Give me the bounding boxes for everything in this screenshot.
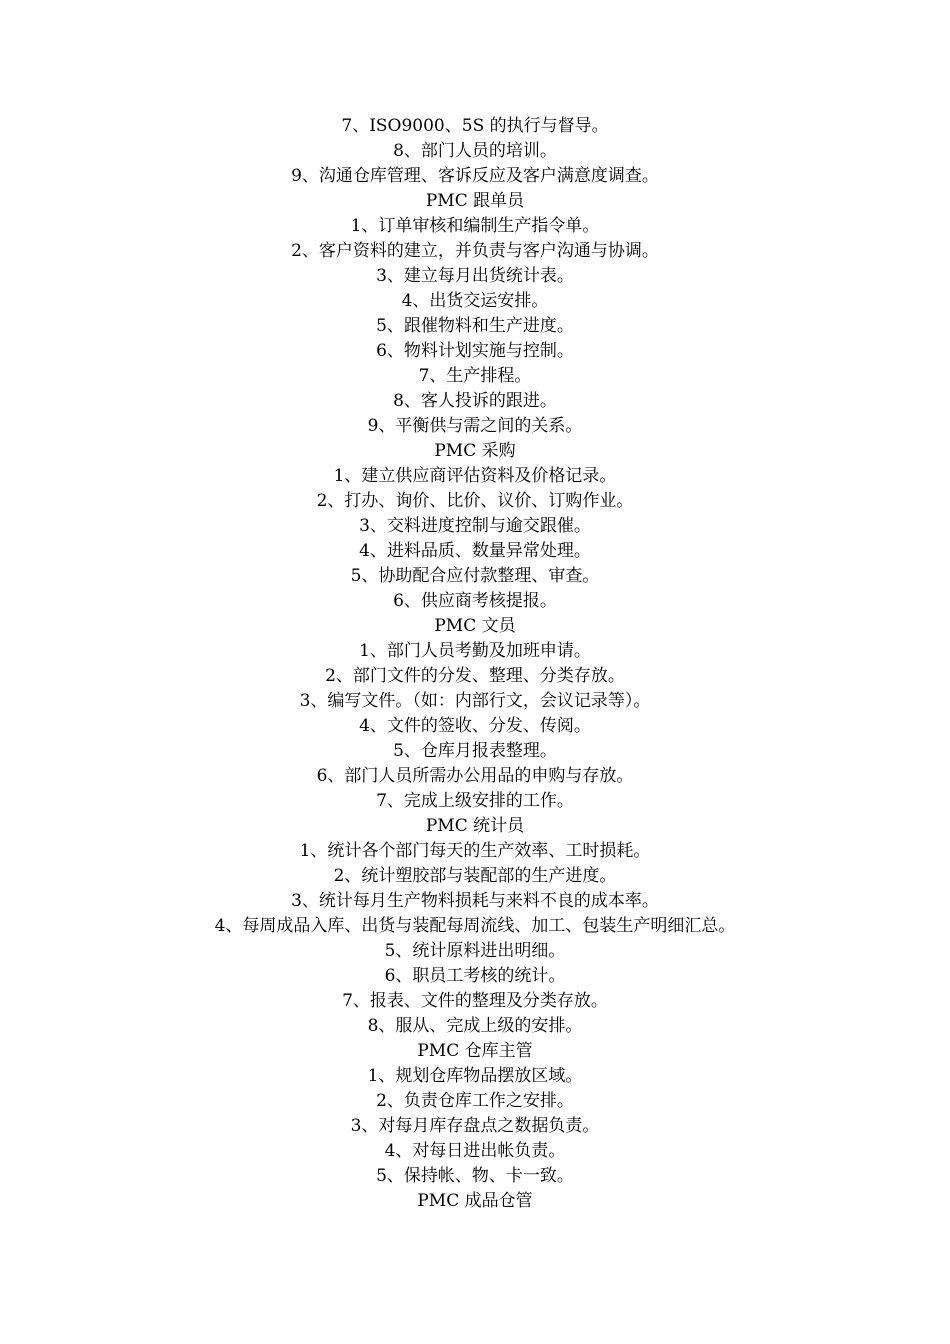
- list-item: 2、统计塑胶部与装配部的生产进度。: [333, 866, 617, 886]
- list-item: 3、统计每月生产物料损耗与来料不良的成本率。: [291, 891, 659, 911]
- list-item: 1、订单审核和编制生产指令单。: [350, 216, 600, 236]
- list-item: 9、沟通仓库管理、客诉反应及客户满意度调查。: [291, 166, 659, 186]
- list-item: 8、服从、完成上级的安排。: [367, 1016, 583, 1036]
- list-item: 4、每周成品入库、出货与装配每周流线、加工、包装生产明细汇总。: [214, 916, 736, 936]
- list-item: 6、供应商考核提报。: [393, 591, 557, 611]
- list-item: 3、交料进度控制与逾交跟催。: [359, 516, 591, 536]
- list-item: 1、部门人员考勤及加班申请。: [359, 641, 591, 661]
- section-heading: PMC 统计员: [425, 816, 525, 836]
- list-item: 6、部门人员所需办公用品的申购与存放。: [316, 766, 634, 786]
- list-item: 7、生产排程。: [418, 366, 532, 386]
- list-item: 7、完成上级安排的工作。: [376, 791, 574, 811]
- list-item: 5、保持帐、物、卡一致。: [376, 1166, 574, 1186]
- list-item: 1、规划仓库物品摆放区域。: [367, 1066, 583, 1086]
- section-heading: PMC 采购: [434, 441, 516, 461]
- list-item: 3、建立每月出货统计表。: [376, 266, 574, 286]
- list-item: 5、协助配合应付款整理、审查。: [350, 566, 600, 586]
- list-item: 8、部门人员的培训。: [393, 141, 557, 161]
- section-heading: PMC 仓库主管: [417, 1041, 533, 1061]
- list-item: 2、负责仓库工作之安排。: [376, 1091, 574, 1111]
- list-item: 1、统计各个部门每天的生产效率、工时损耗。: [299, 841, 651, 861]
- document-page: [0, 114, 950, 1214]
- section-heading: PMC 跟单员: [425, 191, 525, 211]
- list-item: 5、统计原料进出明细。: [384, 941, 566, 961]
- list-item: 6、物料计划实施与控制。: [376, 341, 574, 361]
- list-item: 4、对每日进出帐负责。: [384, 1141, 566, 1161]
- section-heading: PMC 成品仓管: [417, 1191, 533, 1211]
- list-item: 7、报表、文件的整理及分类存放。: [342, 991, 608, 1011]
- list-item: 4、出货交运安排。: [401, 291, 549, 311]
- list-item: 2、打办、询价、比价、议价、订购作业。: [316, 491, 634, 511]
- list-item: 4、进料品质、数量异常处理。: [359, 541, 591, 561]
- list-item: 6、职员工考核的统计。: [384, 966, 566, 986]
- list-item: 2、客户资料的建立，并负责与客户沟通与协调。: [291, 241, 659, 261]
- list-item: 2、部门文件的分发、整理、分类存放。: [325, 666, 625, 686]
- list-item: 7、ISO9000、5S 的执行与督导。: [341, 116, 609, 136]
- list-item: 5、跟催物料和生产进度。: [376, 316, 574, 336]
- list-item: 8、客人投诉的跟进。: [393, 391, 557, 411]
- list-item: 4、文件的签收、分发、传阅。: [359, 716, 591, 736]
- list-item: 3、对每月库存盘点之数据负责。: [350, 1116, 600, 1136]
- section-heading: PMC 文员: [434, 616, 516, 636]
- list-item: 3、编写文件。（如：内部行文，会议记录等）。: [299, 691, 651, 711]
- list-item: 9、平衡供与需之间的关系。: [367, 416, 583, 436]
- list-item: 5、仓库月报表整理。: [393, 741, 557, 761]
- list-item: 1、建立供应商评估资料及价格记录。: [333, 466, 617, 486]
